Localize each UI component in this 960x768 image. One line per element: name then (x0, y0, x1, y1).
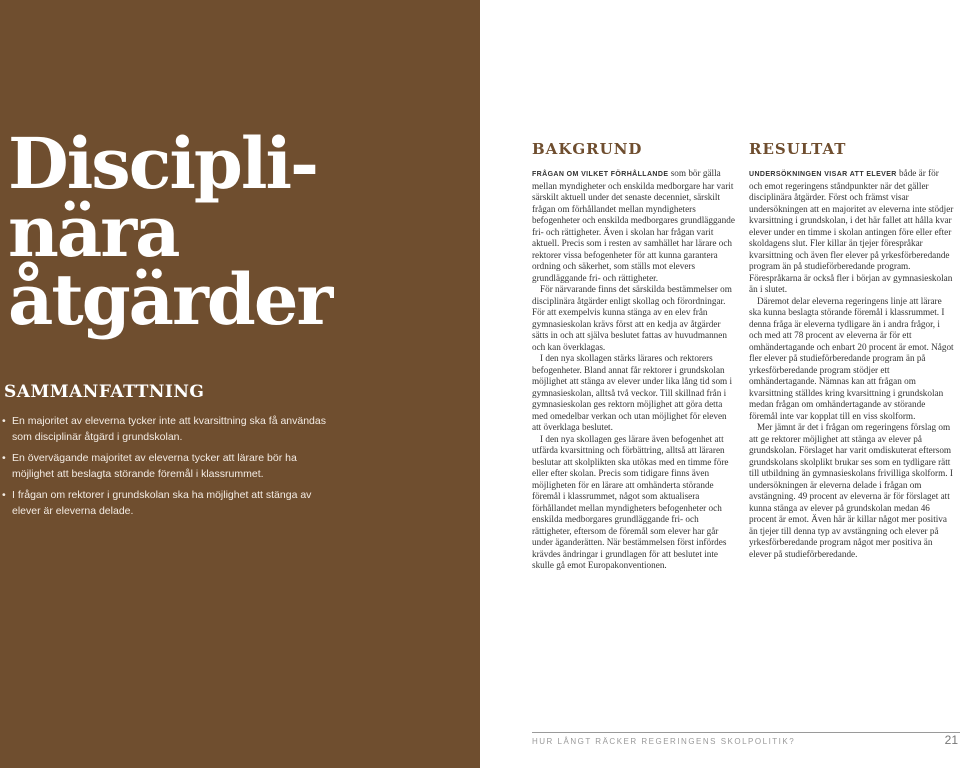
bakgrund-paragraph (532, 168, 737, 284)
page-title-line-1: Discipli- (8, 122, 318, 205)
bakgrund-lead: FRÅGAN OM VILKET FÖRHÅLLANDE (532, 171, 669, 178)
summary-item-text: En majoritet av eleverna tycker inte att kvarsittning ska få användas som disciplinär åtgärd i grundskolan. (12, 415, 326, 443)
bakgrund-heading: BAKGRUND (532, 140, 643, 158)
summary-item-text: En övervägande majoritet av eleverna tycker att lärare bör ha möjlighet att beslagta störande föremål i klassrummet. (12, 452, 297, 480)
resultat-lead: UNDERSÖKNINGEN VISAR ATT ELEVER (749, 171, 897, 178)
summary-item-text: I frågan om rektorer i grundskolan ska ha möjlighet att stänga av elever är eleverna delade. (12, 489, 312, 517)
resultat-paragraph-text: både är för och emot regeringens ståndpunkter när det gäller disciplinära åtgärder. Först och främst visar undersökningen att en majoritet av eleverna inte stödjer kvarsittning i grundskolan, i det här fallet att hålla kvar elever under en timme i skolan antingen före eller efter skoldagens slut. Fler killar än tjejer förespråkar kvarsittning och även fler elever på yrkesförberedande program än på studieförberedande program. Förespråkarna är också fler i början av gymnasieskolan än i slutet. (749, 168, 954, 294)
resultat-section (749, 140, 954, 560)
resultat-paragraph (749, 168, 954, 296)
footer-running-title: HUR LÅNGT RÄCKER REGERINGENS SKOLPOLITIK? (532, 737, 796, 746)
bullet-icon: • (2, 452, 6, 464)
bullet-icon: • (2, 415, 6, 427)
resultat-paragraph: Mer jämnt är det i frågan om regeringens förslag om att ge rektorer möjlighet att stänga av elever på grundskolan. Förslaget har varit omdiskuterat eftersom grundskolans skolplikt brukar ses som en tydligare rätt till utbildning än gymnasieskolans frivilliga skolform. I undersökningen är eleverna delade i frågan om avstängning. 49 procent av eleverna är för förslaget att kunna stänga av elever på grundskolan medan 46 procent är emot. Även här är killar något mer positiva än tjejer till denna typ av avstängning och elever på yrkesförberedande program något mer positiva än elever på studieförberedande. (749, 422, 953, 559)
bakgrund-paragraph: I den nya skollagen stärks lärares och rektorers befogenheter. Bland annat får rektorer i grundskolan möjlighet att stänga av elever under lika lång tid som i gymnasieskolan, alltså två veckor. Till skillnad från i gymnasieskolan ges rektorn möjlighet att göra detta med omedelbar verkan och utan möjlighet för eleven att överklaga beslutet. (532, 353, 733, 432)
summary-heading: SAMMANFATTNING (4, 382, 205, 402)
bakgrund-paragraph: I den nya skollagen ges lärare även befogenhet att utfärda kvarsittning och förbättring, alltså att läraren beslutar att skolplikten ska utökas med en timme före eller efter skolan. Precis som tidigare finns även möjligheten för en lärare att omhänderta störande föremål i klassrummet, något som aktualisera förhållandet mellan myndigheters befogenheter och enskilda medborgares grundläggande fri- och rättigheter, eftersom de föremål som elever har går under äganderätten. När bestämmelsen först infördes krävdes ändringar i grundlagen för att beslutet inte skulle gå emot Europakonventionen. (532, 433, 729, 570)
footer-divider (532, 732, 960, 733)
bakgrund-paragraph: För närvarande finns det särskilda bestämmelser om disciplinära åtgärder enligt skollag och förordningar. För att exempelvis kunna stänga av en elev från gymnasieskolan krävs först att en kedja av åtgärder sätts in och att själva beslutet fattas av huvudmannen och kan överklagas. (532, 284, 732, 352)
page-number: 21 (944, 733, 958, 747)
summary-list (0, 414, 340, 525)
resultat-heading: RESULTAT (749, 140, 847, 158)
resultat-paragraph: Däremot delar eleverna regeringens linje att lärare ska kunna beslagta störande föremål i klassrummet. I denna fråga är eleverna tydligare än i andra frågor, i och med att 78 procent av eleverna är för ett omhändertagande och enbart 20 procent är emot. Något fler elever på studieförberedande program än på yrkesförberedande program stödjer ett omhändertagande. Nämnas kan att frågan om kvarsittning ställdes kring kvarsittning i grundskolan medan frågan om omhändertagande av störande föremål inte var kopplat till en viss skolform. (749, 295, 954, 421)
page-title-line-2: nära (8, 190, 179, 273)
page-title (8, 122, 332, 341)
summary-item (0, 414, 340, 445)
bakgrund-paragraph-text: som bör gälla mellan myndigheter och enskilda medborgare har varit särskilt aktuell under det senaste decenniet, särskilt frågan om förhållandet mellan myndigheters befogenheter och enskilda medborgares grundläggande fri- och rättigheter. Även i skolan har frågan varit aktuell. Precis som i resten av samhället har lärare och rektorer vissa befogenheter för att kunna garantera ordning och säkerhet, som ställs mot elevers grundläggande fri- och rättigheter. (532, 168, 735, 283)
summary-item (0, 488, 340, 519)
bakgrund-section (532, 140, 737, 572)
bullet-icon: • (2, 489, 6, 501)
page-title-line-3: åtgärder (8, 258, 332, 341)
summary-item (0, 451, 340, 482)
